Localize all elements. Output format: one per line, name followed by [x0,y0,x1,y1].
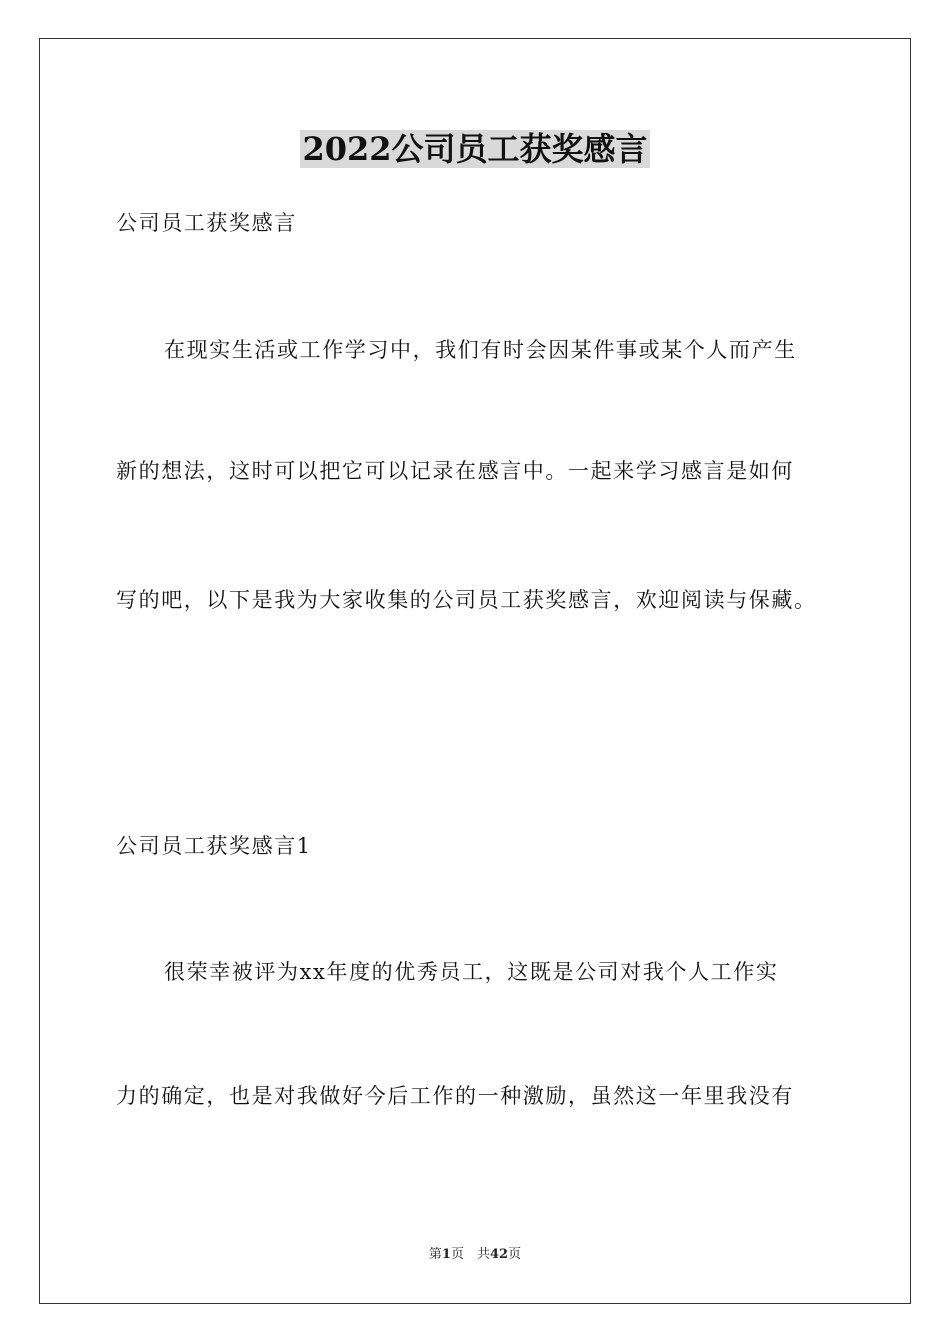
footer-page-prefix: 第 [428,1247,442,1262]
footer-page-number: 1 [441,1247,451,1262]
intro-paragraph-line: 新的想法，这时可以把它可以记录在感言中。一起来学习感言是如何 [116,459,794,483]
document-title [0,128,950,170]
section-heading: 公司员工获奖感言1 [116,834,312,858]
document-title-text: 2022公司员工获奖感言 [302,130,648,168]
intro-paragraph-line: 在现实生活或工作学习中，我们有时会因某件事或某个人而产生 [164,338,797,362]
intro-paragraph-line: 写的吧，以下是我为大家收集的公司员工获奖感言，欢迎阅读与保藏。 [116,588,817,612]
document-subtitle: 公司员工获奖感言 [116,211,297,235]
footer-page-suffix: 页 [508,1247,522,1262]
page-footer [0,1246,950,1264]
footer-total-pages: 42 [489,1247,509,1262]
section-paragraph-line: 力的确定，也是对我做好今后工作的一种激励，虽然这一年里我没有 [116,1084,794,1108]
footer-page-mid: 页 共 [450,1247,490,1262]
section-paragraph-line: 很荣幸被评为xx年度的优秀员工，这既是公司对我个人工作实 [164,960,779,984]
